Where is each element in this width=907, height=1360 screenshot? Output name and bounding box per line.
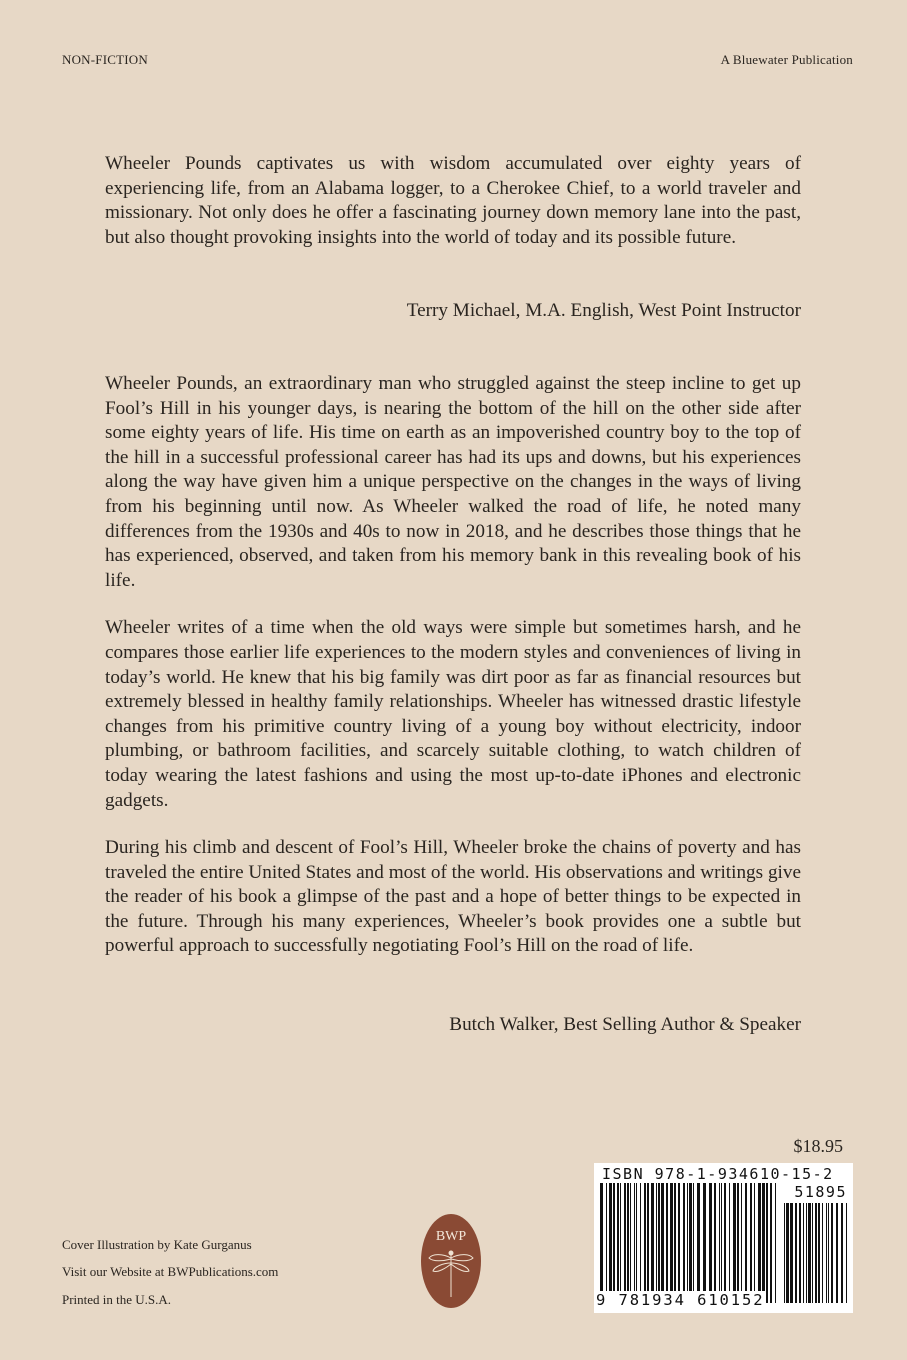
publisher-logo <box>420 1213 482 1309</box>
review-2-paragraph-2: Wheeler writes of a time when the old ways were simple but sometimes harsh, and he compares those earlier life experiences to the modern styles and conveniences of living in today’s world. He knew that his big family was dirt poor as far as financial resources but extremely blessed in healthy family relationships. Wheeler has witnessed drastic lifestyle changes from his primitive country living of a young boy without electricity, indoor plumbing, or bathroom facilities, and scarcely suitable clothing, to watch children of today wearing the latest fashions and using the most up-to-date iPhones and electronic gadgets. <box>105 617 801 811</box>
logo-text: BWP <box>435 1229 467 1244</box>
review-1 <box>105 152 801 250</box>
review-1-attribution: Terry Michael, M.A. English, West Point Instructor <box>406 300 801 321</box>
publisher-label: A Bluewater Publication <box>720 52 853 67</box>
dragonfly-icon <box>420 1213 482 1309</box>
ean-number: 9 781934 610152 <box>596 1291 765 1309</box>
illustration-credit: Cover Illustration by Kate Gurganus <box>62 1237 252 1252</box>
website-line: Visit our Website at BWPublications.com <box>62 1264 279 1279</box>
price-code: 51895 <box>794 1183 847 1201</box>
review-2-paragraph-1: Wheeler Pounds, an extraordinary man who struggled against the steep incline to get up Fool’s Hill in his younger days, is nearing the bottom of the hill on the other side after some eighty years of life. His time on earth as an impoverished country boy to the top of the hill in a successful professional career has had its ups and downs, but his experiences along the way have given him a unique perspective on the changes in the ways of living from his beginning until now. As Wheeler walked the road of life, he noted many differences from the 1930s and 40s to now in 2018, and he describes those things that he has experienced, observed, and taken from his memory bank in this revealing book of his life. <box>105 373 801 591</box>
category-label: NON-FICTION <box>62 52 148 67</box>
printed-line: Printed in the U.S.A. <box>62 1292 172 1307</box>
isbn-number: ISBN 978-1-934610-15-2 <box>602 1165 834 1183</box>
price-label: $18.95 <box>793 1136 843 1156</box>
review-2 <box>105 372 801 959</box>
review-1-text: Wheeler Pounds captivates us with wisdom accumulated over eighty years of experiencing life, from an Alabama logger, to a Cherokee Chief, to a world traveler and missionary. Not only does he offer a fascinating journey down memory lane into the past, but also thought provoking insights into the world of today and its possible future. <box>105 153 801 248</box>
review-2-paragraph-3: During his climb and descent of Fool’s Hill, Wheeler broke the chains of poverty and has traveled the entire United States and most of the world. His observations and writings give the reader of his book a glimpse of the past and a hope of better things to be expected in the future. Through his many experiences, Wheeler’s book provides one a subtle but powerful approach to successfully negotiating Fool’s Hill on the road of life. <box>105 837 801 957</box>
review-2-attribution: Butch Walker, Best Selling Author & Speaker <box>449 1014 801 1035</box>
isbn-barcode <box>594 1163 853 1313</box>
